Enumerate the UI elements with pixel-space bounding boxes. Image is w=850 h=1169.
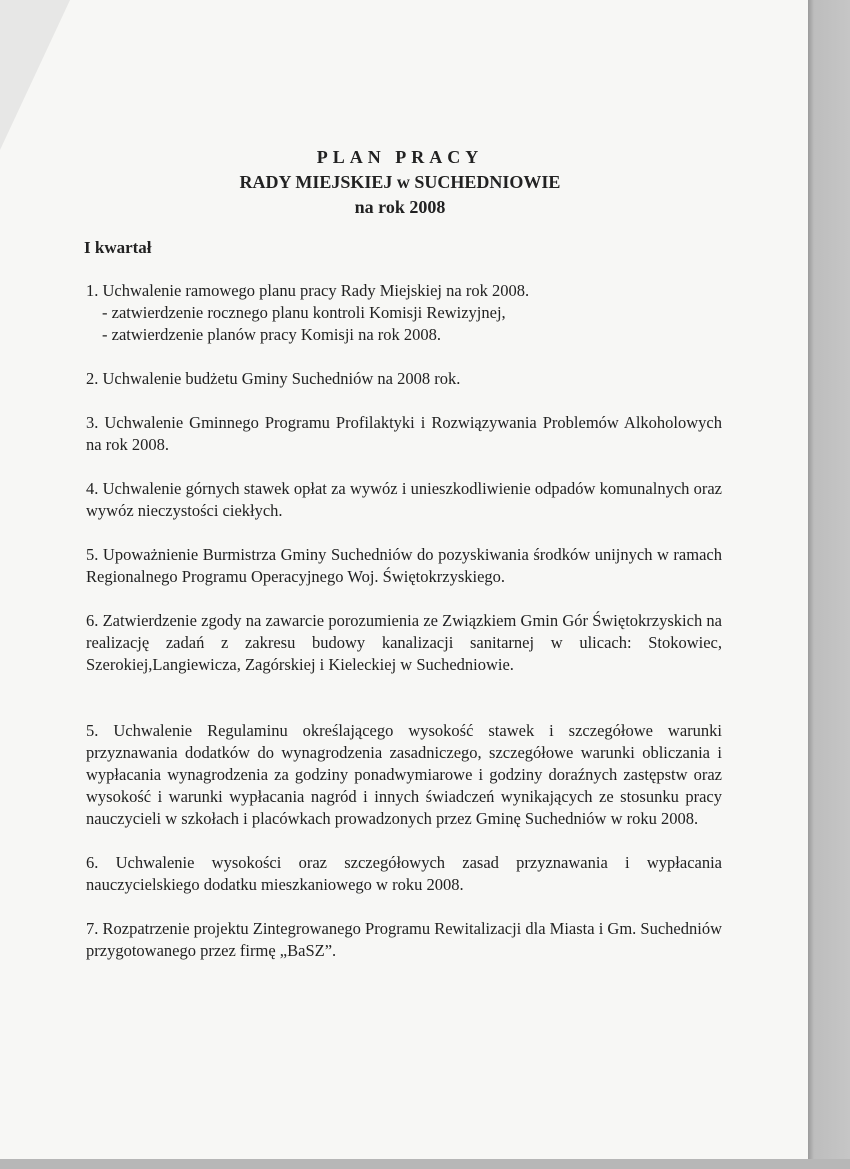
scanner-edge-bottom xyxy=(0,1159,850,1169)
list-item: 5. Uchwalenie Regulaminu określającego wysokość stawek i szczegółowe warunki przyznawania dodatków do wynagrodzenia zasadniczego, szczegółowe warunki obliczania i wypłacania wynagrodzenia za godziny ponadwymiarowe i godziny doraźnych zastępstw oraz wysokość i warunki wypłacania nagród i innych świadczeń wynikających ze stosunku pracy nauczycieli w szkołach i placówkach prowadzonych przez Gminę Suchedniów w roku 2008. xyxy=(86,721,722,828)
title-line-3: na rok 2008 xyxy=(354,197,446,217)
list-subitem: - zatwierdzenie rocznego planu kontroli Komisji Rewizyjnej, xyxy=(102,303,506,322)
list-item: 7. Rozpatrzenie projektu Zintegrowanego Programu Rewitalizacji dla Miasta i Gm. Suchedniów przygotowanego przez firmę „BaSZ”. xyxy=(86,919,722,960)
list-item xyxy=(86,280,722,346)
list-item: 6. Uchwalenie wysokości oraz szczegółowych zasad przyznawania i wypłacania nauczycielskiego dodatku mieszkaniowego w roku 2008. xyxy=(86,853,722,894)
list-subitem: - zatwierdzenie planów pracy Komisji na rok 2008. xyxy=(102,325,442,344)
list-item: 5. Upoważnienie Burmistrza Gminy Suchedniów do pozyskiwania środków unijnych w ramach Regionalnego Programu Operacyjnego Woj. Świętokrzyskiego. xyxy=(86,545,722,586)
list-item: 6. Zatwierdzenie zgody na zawarcie porozumienia ze Związkiem Gmin Gór Świętokrzyskich na realizację zadań z zakresu budowy kanalizacji sanitarnej w ulicach: Stokowiec, Szerokiej,Langiewicza, Zagórskiej i Kieleckiej w Suchedniowie. xyxy=(86,611,722,674)
scanner-edge-right xyxy=(808,0,850,1169)
list-item-text: 1. Uchwalenie ramowego planu pracy Rady Miejskiej na rok 2008. xyxy=(86,281,530,300)
list-item: 3. Uchwalenie Gminnego Programu Profilaktyki i Rozwiązywania Problemów Alkoholowych na rok 2008. xyxy=(86,413,722,454)
document-title xyxy=(0,145,800,220)
list-item: 4. Uchwalenie górnych stawek opłat za wywóz i unieszkodliwienie odpadów komunalnych oraz wywóz nieczystości ciekłych. xyxy=(86,479,722,520)
page-corner-shadow xyxy=(0,0,70,150)
plan-items xyxy=(86,280,722,984)
section-heading: I kwartał xyxy=(84,238,152,257)
title-line-1: PLAN PRACY xyxy=(316,147,484,167)
title-line-2: RADY MIEJSKIEJ w SUCHEDNIOWIE xyxy=(239,172,561,192)
list-item: 2. Uchwalenie budżetu Gminy Suchedniów na 2008 rok. xyxy=(86,369,461,388)
